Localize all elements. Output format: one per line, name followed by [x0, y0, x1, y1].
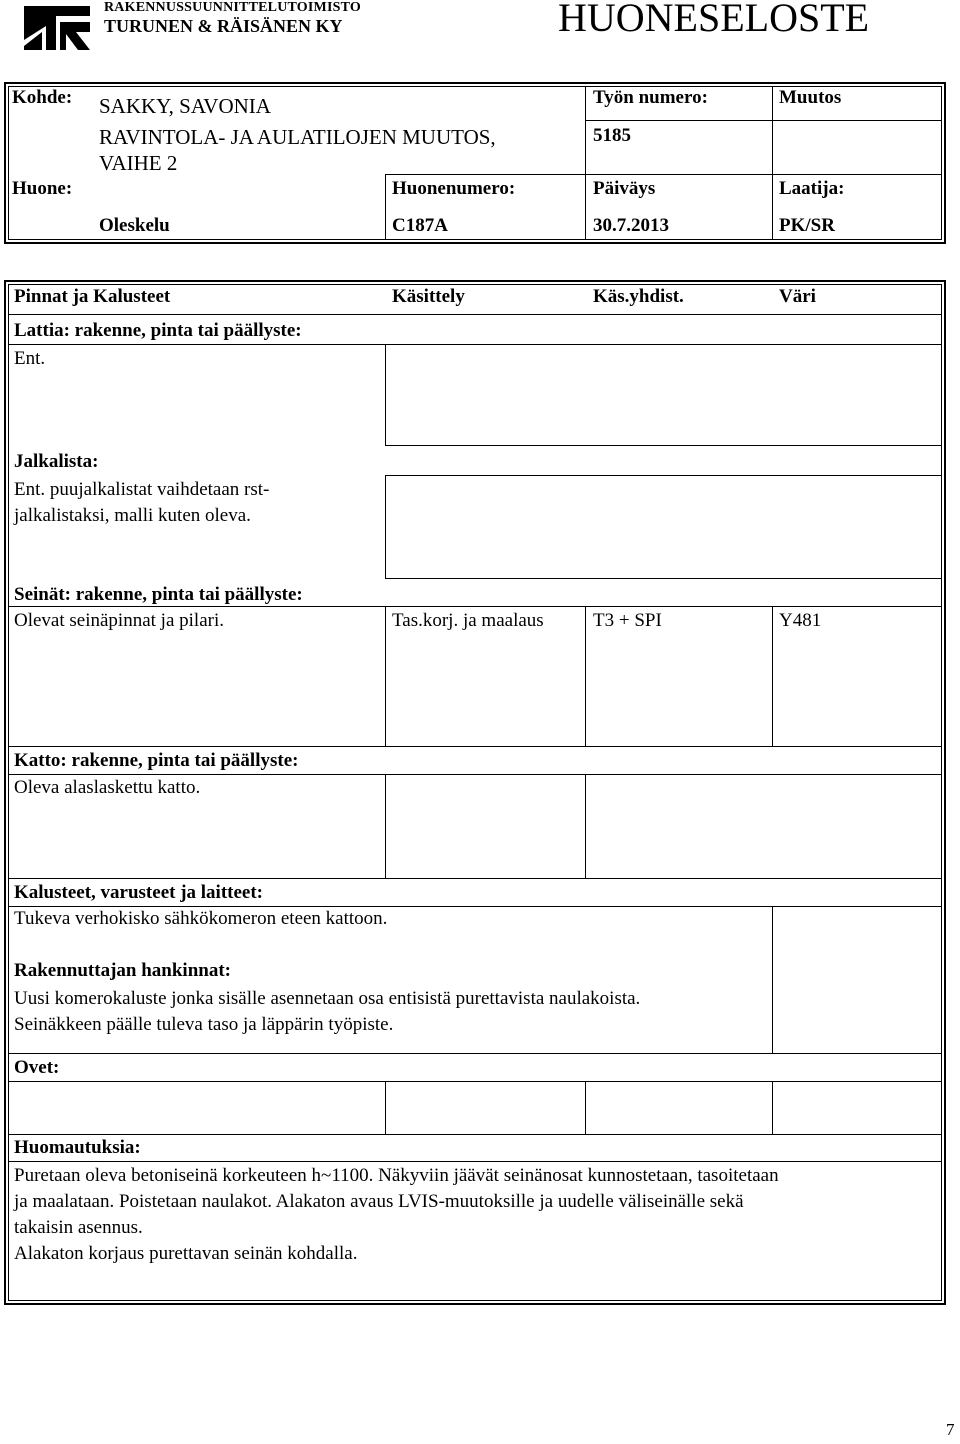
- seinat-kasittely: Tas.korj. ja maalaus: [392, 610, 544, 631]
- katto-label: Katto: rakenne, pinta tai päällyste:: [14, 750, 299, 771]
- jalkalista-label: Jalkalista:: [14, 451, 99, 472]
- column-header-vari: Väri: [779, 286, 816, 307]
- column-header-pinnat: Pinnat ja Kalusteet: [14, 286, 171, 307]
- document-title: HUONESELOSTE: [558, 0, 870, 40]
- column-header-kasyhdist: Käs.yhdist.: [593, 286, 684, 307]
- huonenumero-label: Huonenumero:: [392, 178, 516, 199]
- huone-value: Oleskelu: [99, 215, 170, 236]
- column-header-kasittely: Käsittely: [392, 286, 465, 307]
- seinat-text: Olevat seinäpinnat ja pilari.: [14, 610, 224, 631]
- kohde-value-2: RAVINTOLA- JA AULATILOJEN MUUTOS, VAIHE 2: [99, 125, 496, 175]
- page-number: 7: [946, 1420, 955, 1439]
- rakennuttajan-text: Uusi komerokaluste jonka sisälle asennetaan osa entisistä purettavista naulakoista. Seinäkkeen päälle tuleva taso ja läppärin työpiste.: [14, 988, 641, 1035]
- tyon-numero-value: 5185: [593, 125, 631, 146]
- company-name-line1: RAKENNUSSUUNNITTELUTOIMISTO: [104, 0, 361, 15]
- lattia-text: Ent.: [14, 348, 46, 369]
- company-name-line2: TURUNEN & RÄISÄNEN KY: [104, 16, 343, 36]
- paivays-value: 30.7.2013: [593, 215, 669, 236]
- huonenumero-value: C187A: [392, 215, 448, 236]
- lattia-label: Lattia: rakenne, pinta tai päällyste:: [14, 320, 302, 341]
- paivays-label: Päiväys: [593, 178, 656, 199]
- kohde-label: Kohde:: [12, 87, 73, 108]
- kalusteet-label: Kalusteet, varusteet ja laitteet:: [14, 882, 264, 903]
- seinat-label: Seinät: rakenne, pinta tai päällyste:: [14, 584, 303, 605]
- jalkalista-text: Ent. puujalkalistat vaihdetaan rst- jalkalistaksi, malli kuten oleva.: [14, 479, 270, 526]
- huomautuksia-text: Puretaan oleva betoniseinä korkeuteen h~1100. Näkyviin jäävät seinänosat kunnostetaan, tasoitetaan ja maalataan. Poistetaan naulakot. Alakaton avaus LVIS-muutoksille ja uudelle väliseinälle sekä takaisin asennus. Alakaton korjaus purettavan seinän kohdalla.: [14, 1165, 779, 1264]
- kalusteet-text: Tukeva verhokisko sähkökomeron eteen kattoon.: [14, 908, 388, 929]
- katto-text: Oleva alaslaskettu katto.: [14, 777, 201, 798]
- muutos-label: Muutos: [779, 87, 842, 108]
- seinat-kasyhdist: T3 + SPI: [593, 610, 662, 631]
- kohde-value-1: SAKKY, SAVONIA: [99, 94, 271, 118]
- huone-label: Huone:: [12, 178, 73, 199]
- tyon-numero-label: Työn numero:: [593, 87, 708, 108]
- seinat-vari: Y481: [779, 610, 822, 631]
- huomautuksia-label: Huomautuksia:: [14, 1137, 141, 1158]
- ovet-label: Ovet:: [14, 1057, 60, 1078]
- laatija-label: Laatija:: [779, 178, 845, 199]
- laatija-value: PK/SR: [779, 215, 835, 236]
- rakennuttajan-label: Rakennuttajan hankinnat:: [14, 960, 231, 981]
- company-logo-icon: [20, 2, 92, 52]
